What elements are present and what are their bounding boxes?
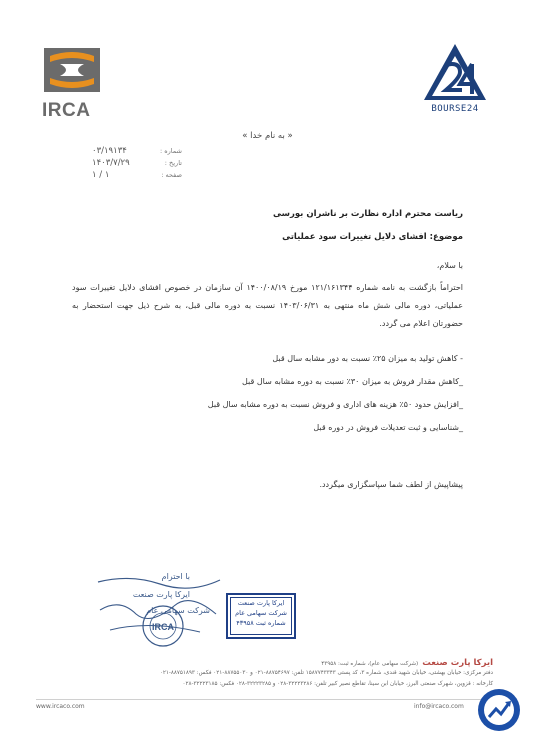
footer-company-line [38,658,493,668]
list-item: - کاهش تولید به میزان ۲۵٪ نسبت به دور مشابه سال قبل [272,354,463,363]
page-label: صفحه : [161,171,182,179]
regards-text: با احترام [161,572,190,581]
irca-logo-text: IRCA [42,100,91,121]
greeting: با سلام، [436,261,463,270]
page-value: ۱ / ۱ [92,170,110,180]
list-item: _شناسایی و ثبت تعدیلات فروش در دوره قبل [313,423,463,432]
stamp-line-2: شرکت سهامی عام [235,609,287,617]
chart-badge-icon [476,687,522,733]
stamp-line-3: شماره ثبت ۴۳۹۵۸ [236,619,286,627]
bourse24-logo [420,42,490,114]
company-seal-icon [141,604,185,648]
svg-text:IRCA: IRCA [152,622,174,632]
subject-line: موضوع: افشای دلایل تغییرات سود عملیاتی [282,232,463,242]
meta-number-row [84,146,182,158]
signature-company: ایرکا پارت صنعت [132,590,190,599]
list-item: _افزایش حدود ۵۰٪ هزینه های اداری و فروش نسبت به دوره مشابه سال قبل [207,400,463,409]
letter-meta [84,146,182,182]
stamp-inner-border [230,597,292,635]
footer-company-name: ایرکا پارت صنعت [422,658,493,668]
footer-head-office: دفتر مرکزی: خیابان بهشتی، خیابان شهید قندی، شماره ۳، کد پستی ۱۵۸۷۷۴۳۳۴۳ تلفن: ۸۸۷۵۴۶۹۷-۰۲۱ و ۸۸۷۵۵۰۳۰-۰۲۱ فکس: ۸۸۷۵۱۸۹۳-۰۲۱ [159,670,493,676]
footer-registration: (شرکت سهامی عام)، شماره ثبت: ۴۳۹۵۸ [321,661,419,667]
reasons-list [200,347,463,439]
number-value: ۰۳/۱۹۱۳۴ [92,146,127,156]
irca-logo [42,46,106,122]
footer-divider [36,699,493,700]
footer-email: info@ircaco.com [414,703,464,710]
letter-footer [38,658,493,690]
number-label: شماره : [160,147,182,155]
body-paragraph: احتراماً بازگشت به نامه شماره ۱۲۱/۱۶۱۳۴۴ مورخ ۱۴۰۰/۰۸/۱۹ آن سازمان در خصوص افشای دلایل تغییرات سود عملیاتی، دوره مالی شش ماه منتهی به ۱۴۰۳/۰۶/۳۱ نسبت به دوره مالی قبل، به شرح ذیل جهت استحضار به حضورتان اعلام می گردد. [72,283,464,328]
closing-line: پیشاپیش از لطف شما سپاسگزاری میگردد. [319,480,463,489]
registration-stamp [226,593,296,639]
irca-emblem-icon [42,46,102,94]
signature-company-type: شرکت سهامی عام [146,606,210,615]
date-value: ۱۴۰۳/۷/۲۹ [92,158,130,168]
list-item: _کاهش مقدار فروش به میزان ۳۰٪ نسبت به دوره مشابه سال قبل [242,377,463,386]
addressee: ریاست محترم اداره نظارت بر ناشران بورسی [272,209,463,219]
meta-page-row [84,170,182,182]
basmala-heading: « به نام خدا » [242,131,293,141]
meta-date-row [84,158,182,170]
bourse24-triangle-icon [420,42,490,102]
bourse24-logo-text: BOURSE24 [431,104,479,114]
stamp-line-1: ایرکا پارت صنعت [237,599,285,607]
date-label: تاریخ : [164,159,182,167]
footer-website: www.ircaco.com [36,703,85,710]
footer-factory: کارخانه : قزوین، شهرک صنعتی البرز، خیابان ابن سینا، تقاطع نصیر کبیر تلفن: ۳۲۲۲۳۲۸۶-۰۲۸ و ۳۲۲۲۳۲۸۵-۰۲۸ فکس: ۳۲۲۲۳۱۸۵-۰۲۸ [182,681,493,687]
